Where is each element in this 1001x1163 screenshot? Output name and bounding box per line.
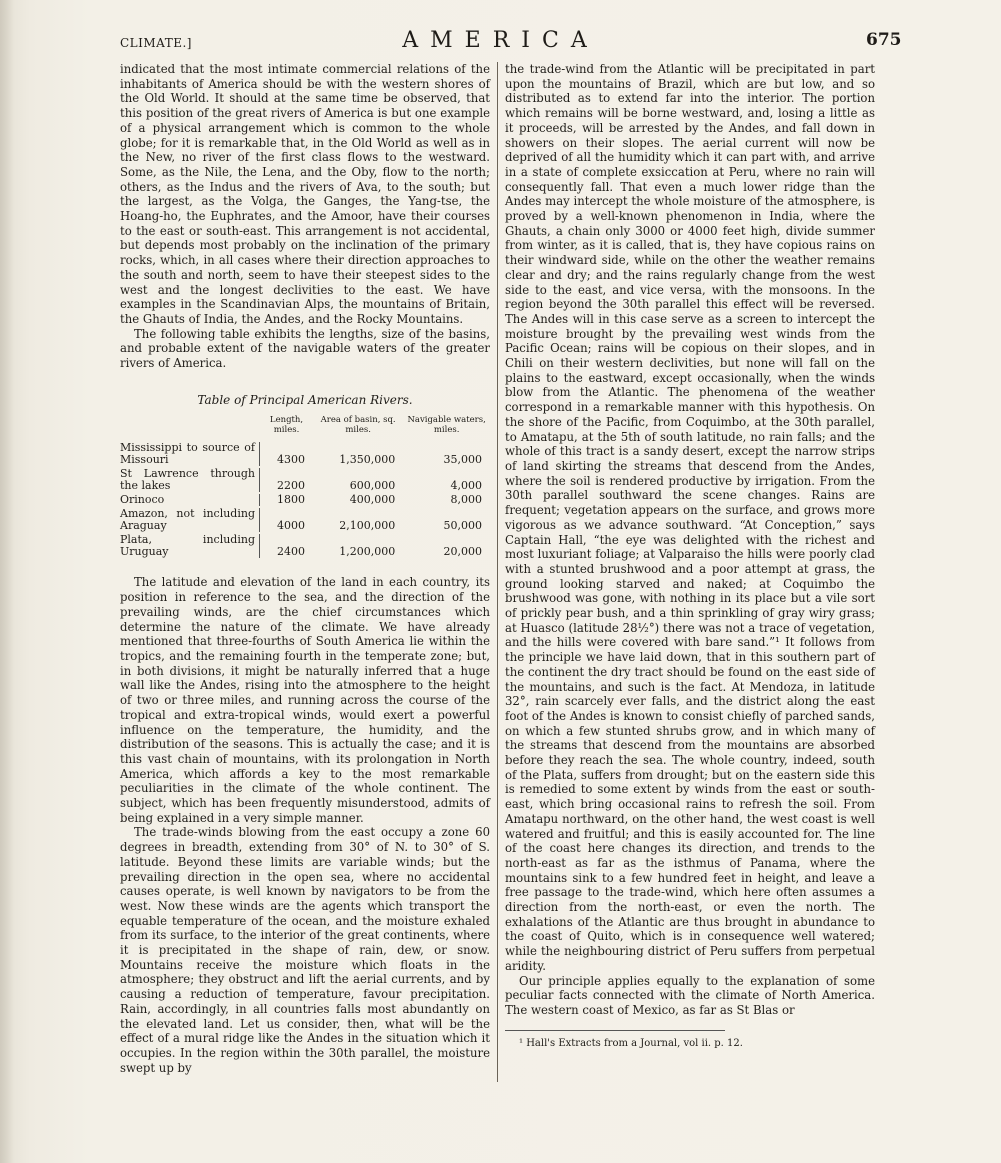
river-name: Plata, including Uruguay <box>120 534 260 558</box>
river-name: Orinoco <box>120 494 260 506</box>
page-header <box>0 28 1001 58</box>
table-header: Length, miles. <box>269 415 304 436</box>
page-number: 675 <box>866 30 902 50</box>
river-area: 400,000 <box>349 493 396 507</box>
river-name: Amazon, not including Araguay <box>120 508 260 532</box>
river-navigable: 8,000 <box>450 493 482 507</box>
paragraph: The latitude and elevation of the land in each country, its position in reference to the sea, and the direction of the prevailing winds, are the chief circumstances which determine the nature of the climate. We have already mentioned that three-fourths of South America lie within the tropics, and the remaining fourth in the temperate zone; but, in both divisions, it might be naturally inferred that a huge wall like the Andes, rising into the atmosphere to the height of two or three miles, and running across the course of the tropical and extra-tropical winds, would exert a powerful influence on the temperature, the humidity, and the distribution of the seasons. This is actually the case; and it is this vast chain of mountains, with its prolongation in North America, which affords a key to the most remarkable peculiarities in the climate of the whole continent. The subject, which has been frequently misunderstood, admits of being explained in a very simple manner. <box>120 575 490 825</box>
column-divider <box>497 62 498 1082</box>
left-column <box>120 62 490 1075</box>
river-navigable: 50,000 <box>443 519 482 533</box>
river-navigable: 35,000 <box>443 453 482 467</box>
table-row <box>120 467 490 493</box>
page-title: AMERICA <box>402 28 599 53</box>
river-area: 1,350,000 <box>339 453 396 467</box>
river-navigable: 4,000 <box>450 479 482 493</box>
table-header: Area of basin, sq. miles. <box>320 415 396 436</box>
rivers-table <box>120 413 490 559</box>
table-row <box>120 493 490 507</box>
section-label: CLIMATE.] <box>120 36 192 50</box>
footnote: ¹ Hall's Extracts from a Journal, vol ii. p. 12. <box>519 1037 743 1049</box>
page-edge-shadow <box>0 0 14 1163</box>
river-name: Mississippi to source of Missouri <box>120 442 260 466</box>
right-column <box>505 62 875 1051</box>
table-title: Table of Principal American Rivers. <box>197 392 413 407</box>
river-length: 4000 <box>277 519 306 533</box>
river-area: 2,100,000 <box>339 519 396 533</box>
paragraph: the trade-wind from the Atlantic will be precipitated in part upon the mountains of Brazil, which are but low, and so distributed as to extend far into the interior. The portion which remains will be borne westward, and, losing a little as it proceeds, will be arrested by the Andes, and fall down in showers on their slopes. The aerial current will now be deprived of all the humidity which it can part with, and arrive in a state of complete exsiccation at Peru, where no rain will consequently fall. That even a much lower ridge than the Andes may intercept the whole moisture of the atmosphere, is proved by a well-known phenomenon in India, where the Ghauts, a chain only 3000 or 4000 feet high, divide summer from winter, as it is called, that is, they have copious rains on their windward side, while on the other the weather remains clear and dry; and the rains regularly change from the west side to the east, and vice versa, with the monsoons. In the region beyond the 30th parallel this effect will be reversed. The Andes will in this case serve as a screen to intercept the moisture brought by the prevailing west winds from the Pacific Ocean; rains will be copious on their slopes, and in Chili on their western declivities, but none will fall on the plains to the eastward, except occasionally, when the winds blow from the Atlantic. The phenomena of the weather correspond in a remarkable manner with this hypothesis. On the shore of the Pacific, from Coquimbo, at the 30th parallel, to Amatapu, at the 5th of south latitude, no rain falls; and the whole of this tract is a sandy desert, except the narrow strips of land skirting the streams that descend from the Andes, where the soil is rendered productive by irrigation. From the 30th parallel southward the scene changes. Rains are frequent; vegetation appears on the surface, and grows more vigorous as we advance southward. “At Conception,” says Captain Hall, “the eye was delighted with the richest and most luxuriant foliage; at Valparaiso the hills were poorly clad with a stunted brushwood and a poor attempt at grass, the ground looking starved and naked; at Coquimbo the brushwood was gone, with nothing in its place but a vile sort of prickly pear bush, and a thin sprinkling of gray wiry grass; at Huasco (latitude 28½°) there was not a trace of vegetation, and the hills were covered with bare sand.”¹ It follows from the principle we have laid down, that in this southern part of the continent the dry tract should be found on the east side of the mountains, and such is the fact. At Mendoza, in latitude 32°, rain scarcely ever falls, and the district along the east foot of the Andes is known to consist chiefly of parched sands, on which a few stunted shrubs grow, and in which many of the streams that descend from the mountains are absorbed before they reach the sea. The whole country, indeed, south of the Plata, suffers from drought; but on the eastern side this is remedied to some extent by winds from the east or south-east, which bring occasional rains to refresh the soil. From Amatapu northward, on the other hand, the west coast is well watered and fruitful; and this is easily accounted for. The line of the coast here changes its direction, and trends to the north-east as far as the isthmus of Panama, where the mountains sink to a few hundred feet in height, and leave a free passage to the trade-wind, which here often assumes a direction from the north-east, or even the north. The exhalations of the Atlantic are thus brought in abundance to the coast of Quito, which is in consequence well watered; while the neighbouring district of Peru suffers from perpetual aridity. <box>505 62 875 973</box>
table-header-row <box>120 413 490 441</box>
river-length: 2200 <box>277 479 306 493</box>
table-row <box>120 533 490 559</box>
river-name: St Lawrence through the lakes <box>120 468 260 492</box>
river-area: 600,000 <box>349 479 396 493</box>
river-length: 4300 <box>277 453 306 467</box>
paragraph: The trade-winds blowing from the east occupy a zone 60 degrees in breadth, extending from 30° of N. to 30° of S. latitude. Beyond these limits are variable winds; but the prevailing direction in the open sea, where no accidental causes operate, is well known by navigators to be from the west. Now these winds are the agents which transport the equable temperature of the ocean, and the moisture exhaled from its surface, to the interior of the great continents, where it is precipitated in the shape of rain, dew, or snow. Mountains receive the moisture which floats in the atmosphere; they obstruct and lift the aerial currents, and by causing a reduction of temperature, favour precipitation. Rain, accordingly, in all countries falls most abundantly on the elevated land. Let us consider, then, what will be the effect of a mural ridge like the Andes in the situation which it occupies. In the region within the 30th parallel, the moisture swept up by <box>120 825 490 1075</box>
footnote-rule <box>505 1030 725 1031</box>
table-header: Navigable waters, miles. <box>407 415 486 436</box>
table-row <box>120 441 490 467</box>
river-length: 2400 <box>277 545 306 559</box>
river-length: 1800 <box>277 493 306 507</box>
table-header-blank <box>120 413 260 441</box>
river-area: 1,200,000 <box>339 545 396 559</box>
paragraph: The following table exhibits the lengths, size of the basins, and probable extent of the navigable waters of the greater rivers of America. <box>120 326 490 371</box>
table-row <box>120 507 490 533</box>
paragraph: indicated that the most intimate commercial relations of the inhabitants of America should be with the western shores of the Old World. It should at the same time be observed, that this position of the great rivers of America is but one example of a physical arrangement which is common to the whole globe; for it is remarkable that, in the Old World as well as in the New, no river of the first class flows to the westward. Some, as the Nile, the Lena, and the Oby, flow to the north; others, as the Indus and the rivers of Ava, to the south; but the largest, as the Volga, the Ganges, the Yang-tse, the Hoang-ho, the Euphrates, and the Amoor, have their courses to the east or south-east. This arrangement is not accidental, but depends most probably on the inclination of the primary rocks, which, in all cases where their direction approaches to the south and north, seem to have their steepest sides to the west and the longest declivities to the east. We have examples in the Scandinavian Alps, the mountains of Britain, the Ghauts of India, the Andes, and the Rocky Mountains. <box>120 62 490 326</box>
paragraph: Our principle applies equally to the explanation of some peculiar facts connected with the climate of North America. The western coast of Mexico, as far as St Blas or <box>505 973 875 1017</box>
river-navigable: 20,000 <box>443 545 482 559</box>
